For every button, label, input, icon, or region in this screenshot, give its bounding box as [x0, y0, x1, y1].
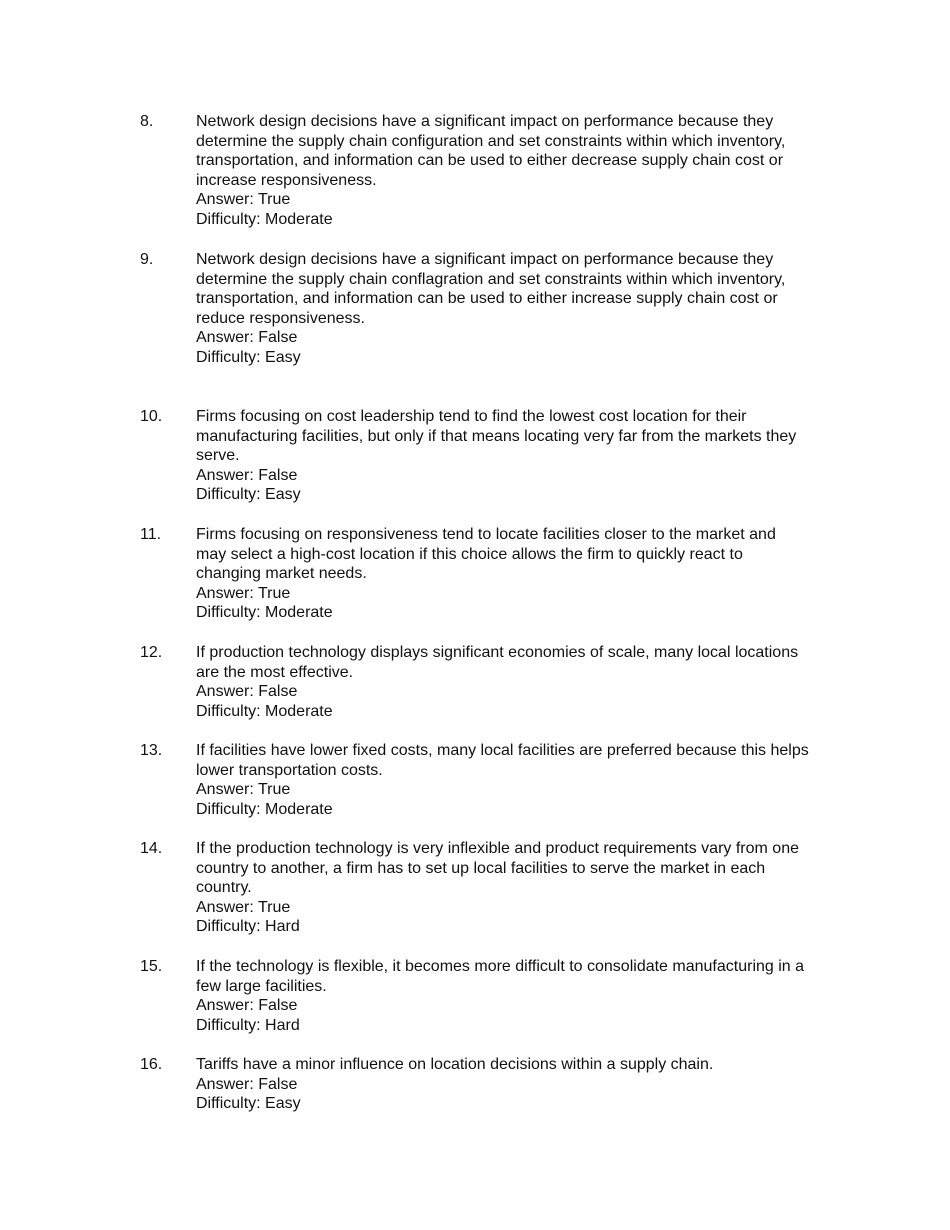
question-body — [196, 839, 810, 937]
question-body — [196, 643, 810, 721]
question-text: If the production technology is very inflexible and product requirements vary from one country to another, a firm has to set up local facilities to serve the market in each country. — [196, 840, 799, 897]
question-body — [196, 525, 810, 623]
question-answer: Answer: True — [196, 781, 291, 799]
question-body — [196, 407, 810, 505]
question-text: Network design decisions have a significant impact on performance because they determine the supply chain conflagration and set constraints within which inventory, transportation, and information can be used to either increase supply chain cost or reduce responsiveness. — [196, 251, 786, 327]
question-difficulty: Difficulty: Moderate — [196, 800, 333, 818]
question-answer: Answer: False — [196, 329, 298, 347]
question-body — [196, 741, 810, 819]
question-body — [196, 112, 810, 230]
question-answer: Answer: False — [196, 1075, 298, 1093]
question-text: If production technology displays significant economies of scale, many local locations are the most effective. — [196, 644, 799, 681]
question-number: 11. — [140, 526, 162, 543]
question-difficulty: Difficulty: Easy — [196, 1095, 301, 1113]
question-difficulty: Difficulty: Moderate — [196, 604, 333, 622]
question-text: Tariffs have a minor influence on location decisions within a supply chain. — [196, 1056, 714, 1073]
question-answer: Answer: False — [196, 466, 298, 484]
question-number: 12. — [140, 644, 163, 661]
question-difficulty: Difficulty: Hard — [196, 1016, 300, 1034]
question-difficulty: Difficulty: Easy — [196, 348, 301, 366]
question-body — [196, 1055, 810, 1114]
question-text: Firms focusing on cost leadership tend to find the lowest cost location for their manufacturing facilities, but only if that means locating very far from the markets they serve. — [196, 408, 797, 465]
question-number: 15. — [140, 958, 163, 975]
question-answer: Answer: False — [196, 997, 298, 1015]
question-number: 8. — [140, 113, 154, 130]
question-number: 13. — [140, 742, 163, 759]
question-text: Firms focusing on responsiveness tend to locate facilities closer to the market and may select a high-cost location if this choice allows the firm to quickly react to changing market needs. — [196, 526, 776, 583]
question-difficulty: Difficulty: Easy — [196, 486, 301, 504]
question-difficulty: Difficulty: Hard — [196, 918, 300, 936]
question-number: 10. — [140, 408, 163, 425]
question-number: 14. — [140, 840, 163, 857]
question-text: If the technology is flexible, it becomes more difficult to consolidate manufacturing in a few large facilities. — [196, 958, 805, 995]
question-text: Network design decisions have a significant impact on performance because they determine the supply chain configuration and set constraints within which inventory, transportation, and information can be used to either decrease supply chain cost or increase responsiveness. — [196, 113, 786, 189]
question-answer: Answer: True — [196, 898, 291, 916]
question-answer: Answer: True — [196, 584, 291, 602]
question-text: If facilities have lower fixed costs, many local facilities are preferred because this helps lower transportation costs. — [196, 742, 809, 779]
question-difficulty: Difficulty: Moderate — [196, 702, 333, 720]
question-answer: Answer: False — [196, 683, 298, 701]
question-difficulty: Difficulty: Moderate — [196, 210, 333, 228]
question-body — [196, 957, 810, 1035]
question-number: 9. — [140, 251, 154, 268]
question-body — [196, 250, 810, 368]
question-answer: Answer: True — [196, 191, 291, 209]
question-number: 16. — [140, 1056, 163, 1073]
